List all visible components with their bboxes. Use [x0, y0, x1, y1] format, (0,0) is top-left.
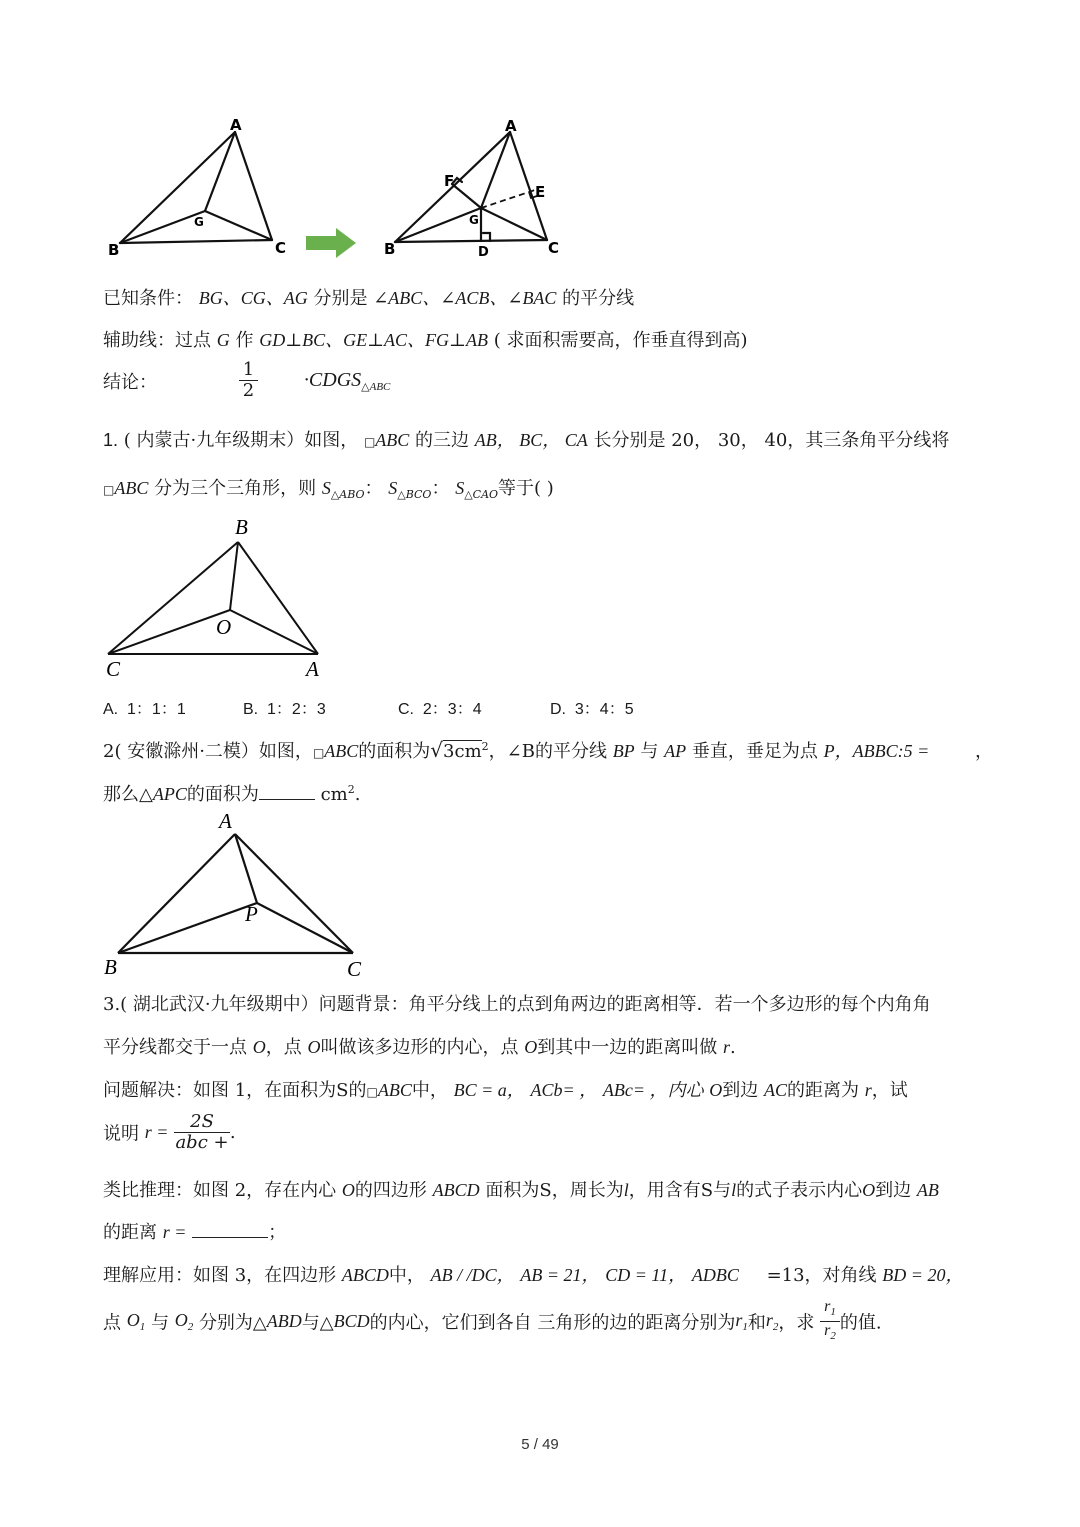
question-3-line-6: 的距离 r = ； — [103, 1222, 287, 1243]
question-3-line-4: 说明 r = $\frac{2S}{\text{abc +}}$ . — [103, 1111, 236, 1153]
label-F: F — [444, 172, 455, 190]
figure-triangle-incenter-right — [380, 112, 580, 262]
known-conditions: 已知条件： BG、CG、AG 分别是 ∠ABC、∠ACB、∠BAC 的平分线 — [103, 288, 635, 309]
page-number: 5 / 49 — [521, 1436, 559, 1453]
label-C: C — [548, 239, 560, 257]
label-B: B — [108, 241, 120, 259]
question-3-line-1: 3.( 湖北武汉·九年级期中）问题背景：角平分线上的点到角两边的距离相等．若一个多边形的每个内角角 — [103, 994, 931, 1015]
question-3-line-2: 平分线都交于一点 O，点 O叫做该多边形的内心，点 O到其中一边的距离叫做 r. — [103, 1037, 736, 1058]
option-d[interactable]: D. 3：4：5 — [550, 701, 634, 718]
label-G: G — [194, 215, 204, 229]
question-3-line-5: 类比推理：如图 2，存在内心 O的四边形 ABCD 面积为S，周长为l，用含有S与l的式子表示内心O到边 AB — [103, 1180, 939, 1201]
label-E: E — [535, 183, 546, 201]
question-1-line-1: 1. ( 内蒙古·九年级期末）如图， □ABC 的三边 AB， BC， CA 长分别是 20， 30， 40，其三条角平分线将 — [103, 430, 950, 451]
label-C: C — [106, 657, 121, 681]
question-1-options — [103, 696, 634, 719]
ratio-fraction: $\frac{r_1}{r_2}$ — [820, 1298, 840, 1345]
option-a[interactable]: A. 1：1：1 — [103, 701, 186, 718]
label-P: P — [245, 902, 258, 926]
question-2-line-1: 2( 安徽滁州·二模）如图，□ABC的面积为$√3cm^2$，∠B的平分线 BP 与 AP 垂直，垂足为点 P，ABBC:5 = ， — [103, 738, 993, 762]
answer-blank[interactable] — [192, 1237, 268, 1238]
question-3-line-3: 问题解决：如图 1，在面积为S的□ABC中， BC = a， ACb= ， ABc= ，内心 O到边 AC的距离为 r，试 — [103, 1080, 908, 1101]
label-O: O — [216, 615, 232, 639]
figure-triangle-incenter-left — [100, 110, 300, 260]
label-A: A — [505, 117, 517, 135]
label-G: G — [469, 213, 479, 227]
question-2-line-2: 那么△APC的面积为 $cm^2$. — [103, 783, 361, 805]
conclusion: 结论： $\frac{1}{2}$ $\cdot CDGS_{\triangle ABC}$ — [103, 359, 391, 401]
figure-question-1 — [100, 512, 340, 682]
formula-fraction: $\frac{2S}{\text{abc +}}$ — [175, 1111, 229, 1153]
label-A: A — [230, 116, 242, 134]
label-B: B — [104, 955, 117, 979]
label-A: A — [306, 657, 319, 681]
label-B: B — [235, 515, 248, 539]
green-arrow-icon — [306, 228, 358, 258]
option-c[interactable]: C. 2：3：4 — [398, 701, 482, 718]
label-C: C — [275, 239, 287, 257]
question-3-line-7: 理解应用：如图 3，在四边形 ABCD中， AB / /DC， AB = 21， CD = 11， ADBC =13，对角线 BD = 20， — [103, 1265, 964, 1286]
option-b[interactable]: B. 1：2：3 — [243, 701, 326, 718]
question-3-line-8: 点 $O_1$ 与 $O_2$ 分别为△ABD与△BCD的内心，它们到各自 三角形的边的距离分别为$r_1$和$r_2$，求 $\frac{r_1}{r_2}$ 的值. — [103, 1298, 882, 1345]
label-B: B — [384, 240, 396, 258]
label-C: C — [347, 957, 362, 981]
question-1-line-2: □ABC 分为三个三角形，则 $S_{\triangle ABO}$： $S_{\triangle BCO}$： $S_{\triangle CAO}$等于( ) — [103, 478, 554, 501]
answer-blank[interactable] — [259, 799, 315, 800]
figure-question-2 — [100, 808, 380, 983]
auxiliary-lines: 辅助线：过点 G 作 GD⊥BC、GE⊥AC、FG⊥AB ( 求面积需要高，作垂直得到高) — [103, 330, 748, 351]
label-D: D — [478, 245, 489, 260]
conclusion-fraction: $\frac{1}{2}$ — [239, 360, 258, 401]
label-A: A — [219, 809, 232, 833]
